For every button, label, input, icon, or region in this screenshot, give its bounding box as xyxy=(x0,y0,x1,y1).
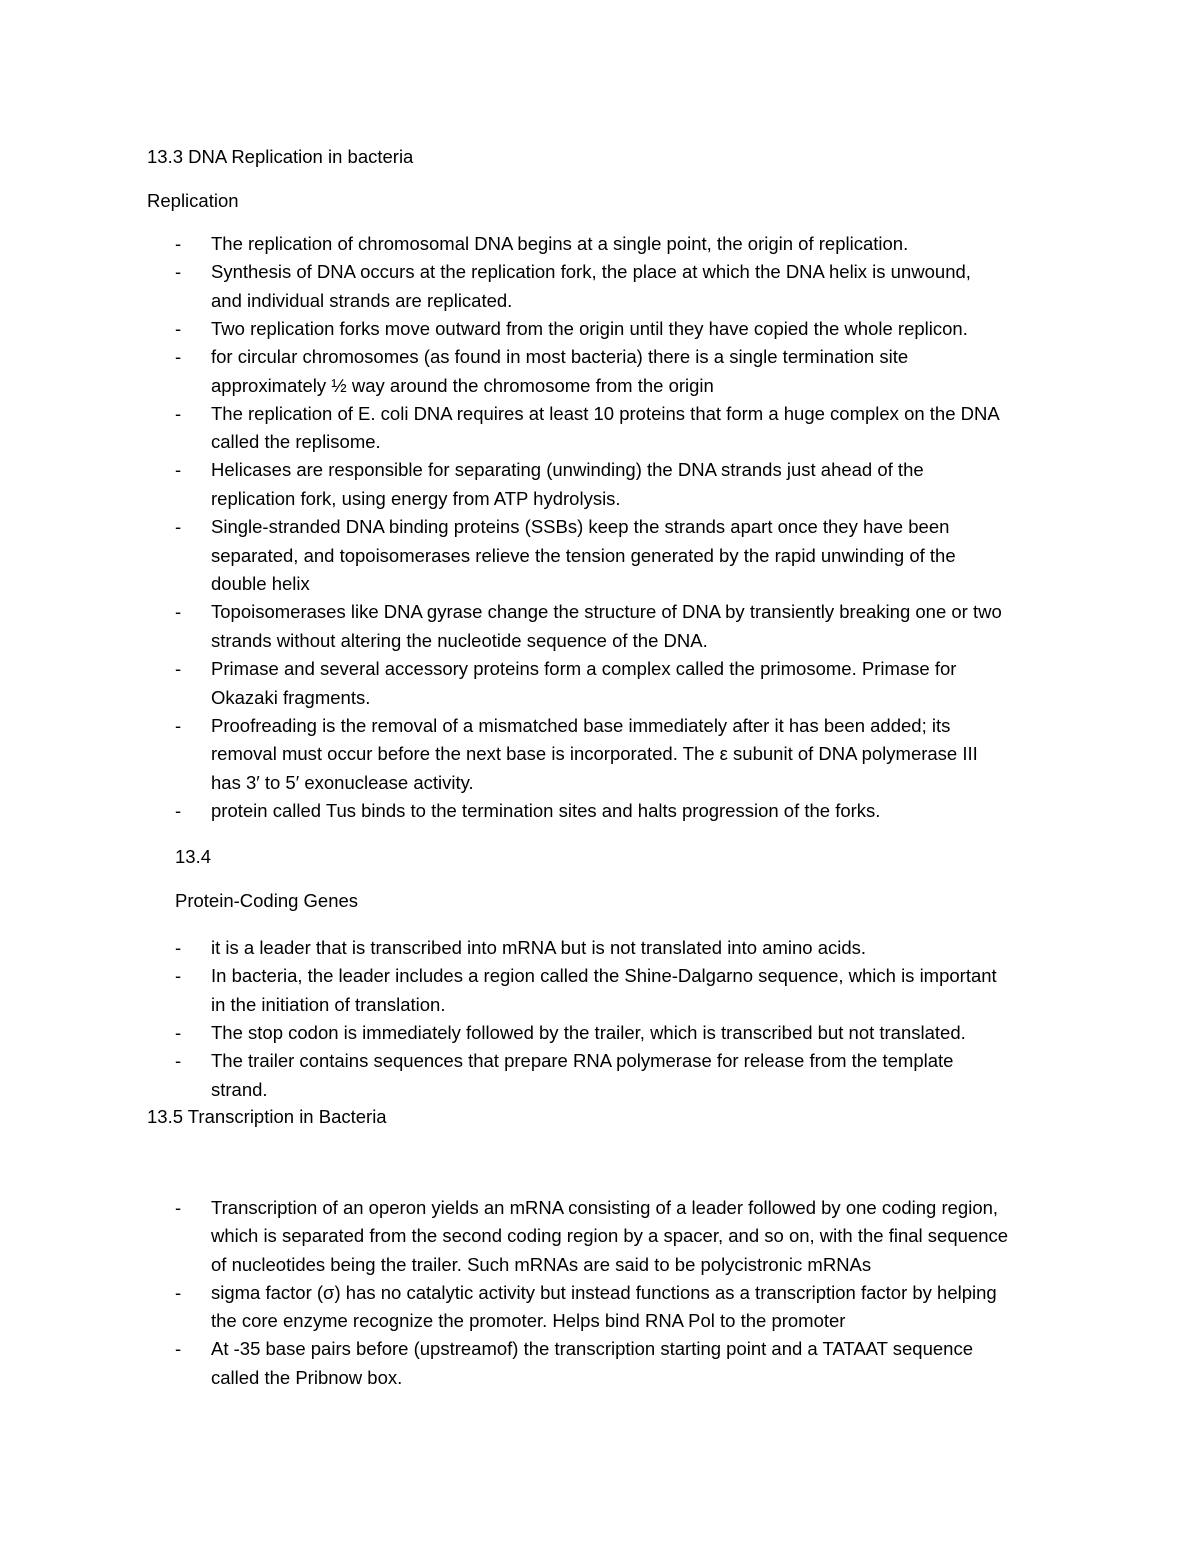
subheading-replication: Replication xyxy=(147,190,239,211)
list-item: sigma factor (σ) has no catalytic activity but instead functions as a transcription factor by helping xyxy=(211,1282,997,1303)
list-item-continuation: approximately ½ way around the chromosome from the origin xyxy=(211,375,714,396)
bullet-marker: - xyxy=(175,1338,182,1359)
bullet-marker: - xyxy=(175,459,182,480)
bullet-marker: - xyxy=(175,601,182,622)
list-item-continuation: removal must occur before the next base is incorporated. The ε subunit of DNA polymerase III xyxy=(211,743,978,764)
list-item: The stop codon is immediately followed by the trailer, which is transcribed but not translated. xyxy=(211,1022,966,1043)
list-item: The replication of chromosomal DNA begins at a single point, the origin of replication. xyxy=(211,233,909,254)
bullet-marker: - xyxy=(175,715,182,736)
bullet-marker: - xyxy=(175,965,182,986)
list-item-continuation: Okazaki fragments. xyxy=(211,687,371,708)
bullet-marker: - xyxy=(175,800,182,821)
bullet-marker: - xyxy=(175,1197,182,1218)
list-item: Helicases are responsible for separating (unwinding) the DNA strands just ahead of the xyxy=(211,459,924,480)
list-item: it is a leader that is transcribed into mRNA but is not translated into amino acids. xyxy=(211,937,867,958)
list-item: Transcription of an operon yields an mRNA consisting of a leader followed by one coding region, xyxy=(211,1197,999,1218)
list-item: Two replication forks move outward from the origin until they have copied the whole replicon. xyxy=(211,318,968,339)
list-item-continuation: called the replisome. xyxy=(211,431,381,452)
list-item-continuation: which is separated from the second coding region by a spacer, and so on, with the final sequence xyxy=(211,1225,1009,1246)
section-heading-13-3: 13.3 DNA Replication in bacteria xyxy=(147,146,414,167)
list-item-continuation: of nucleotides being the trailer. Such mRNAs are said to be polycistronic mRNAs xyxy=(211,1254,872,1275)
list-item-continuation: strand. xyxy=(211,1079,268,1100)
list-item-continuation: separated, and topoisomerases relieve the tension generated by the rapid unwinding of the xyxy=(211,545,956,566)
list-item: Synthesis of DNA occurs at the replication fork, the place at which the DNA helix is unwound, xyxy=(211,261,971,282)
list-item-continuation: in the initiation of translation. xyxy=(211,994,446,1015)
bullet-marker: - xyxy=(175,516,182,537)
list-item-continuation: replication fork, using energy from ATP hydrolysis. xyxy=(211,488,621,509)
bullet-marker: - xyxy=(175,1282,182,1303)
bullet-marker: - xyxy=(175,318,182,339)
list-item: The replication of E. coli DNA requires at least 10 proteins that form a huge complex on the DNA xyxy=(211,403,1000,424)
list-item-continuation: double helix xyxy=(211,573,310,594)
list-item-continuation: called the Pribnow box. xyxy=(211,1367,403,1388)
bullet-marker: - xyxy=(175,1050,182,1071)
list-item-continuation: and individual strands are replicated. xyxy=(211,290,513,311)
list-item: In bacteria, the leader includes a region called the Shine-Dalgarno sequence, which is important xyxy=(211,965,997,986)
list-item: Single-stranded DNA binding proteins (SSBs) keep the strands apart once they have been xyxy=(211,516,950,537)
bullet-marker: - xyxy=(175,658,182,679)
list-item-continuation: the core enzyme recognize the promoter. Helps bind RNA Pol to the promoter xyxy=(211,1310,846,1331)
subheading-protein-coding-genes: Protein-Coding Genes xyxy=(175,890,359,911)
list-item: Topoisomerases like DNA gyrase change the structure of DNA by transiently breaking one or two xyxy=(211,601,1002,622)
section-heading-13-5: 13.5 Transcription in Bacteria xyxy=(147,1106,387,1127)
list-item: The trailer contains sequences that prepare RNA polymerase for release from the template xyxy=(211,1050,954,1071)
section-heading-13-4: 13.4 xyxy=(175,846,212,867)
list-item: At -35 base pairs before (upstreamof) the transcription starting point and a TATAAT sequence xyxy=(211,1338,973,1359)
bullet-marker: - xyxy=(175,261,182,282)
bullet-marker: - xyxy=(175,403,182,424)
list-item: Proofreading is the removal of a mismatched base immediately after it has been added; its xyxy=(211,715,951,736)
list-item-continuation: has 3′ to 5′ exonuclease activity. xyxy=(211,772,474,793)
bullet-marker: - xyxy=(175,346,182,367)
list-item: protein called Tus binds to the termination sites and halts progression of the forks. xyxy=(211,800,881,821)
list-item: for circular chromosomes (as found in most bacteria) there is a single termination site xyxy=(211,346,909,367)
bullet-marker: - xyxy=(175,937,182,958)
bullet-marker: - xyxy=(175,233,182,254)
list-item-continuation: strands without altering the nucleotide sequence of the DNA. xyxy=(211,630,708,651)
bullet-marker: - xyxy=(175,1022,182,1043)
list-item: Primase and several accessory proteins form a complex called the primosome. Primase for xyxy=(211,658,957,679)
